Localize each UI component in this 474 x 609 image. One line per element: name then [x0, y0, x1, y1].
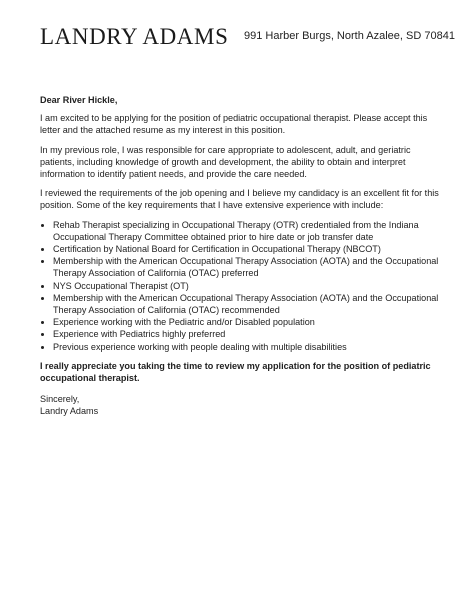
paragraph-previous-role: In my previous role, I was responsible for care appropriate to adolescent, adult, and geriatric patients, including knowledge of growth and development, the ability to obtain and interpret information to identify patient needs, and provide the care needed. [40, 144, 411, 180]
signature-name: Landry Adams [40, 406, 99, 417]
applicant-address: 991 Harber Burgs, North Azalee, SD 70841 [244, 30, 455, 42]
requirements-list [40, 219, 440, 353]
list-item: • Certification by National Board for Certification in Occupational Therapy (NBCOT) [53, 243, 440, 255]
letter-body [40, 94, 440, 418]
list-item: • Experience with Pediatrics highly preferred [53, 328, 440, 340]
signoff: Sincerely, [40, 394, 80, 405]
list-item: • Previous experience working with people dealing with multiple disabilities [53, 341, 440, 353]
paragraph-intro: I am excited to be applying for the position of pediatric occupational therapist. Please accept this letter and the attached resume as my interest in this position. [40, 113, 428, 136]
list-item: • Membership with the American Occupational Therapy Association (AOTA) and the Occupational Therapy Association of California (OTAC) preferred [53, 255, 440, 279]
closing-statement: I really appreciate you taking the time to review my application for the position of pediatric occupational therapist. [40, 360, 431, 384]
list-item: • Experience working with the Pediatric and/or Disabled population [53, 316, 440, 328]
list-item: • Membership with the American Occupational Therapy Association (AOTA) and the Occupational Therapy Association of California (OTAC) recommended [53, 292, 440, 316]
salutation: Dear River Hickle, [40, 95, 118, 105]
list-item: • NYS Occupational Therapist (OT) [53, 280, 440, 292]
applicant-name: LANDRY ADAMS [40, 24, 229, 49]
letter-header [40, 24, 455, 54]
paragraph-requirements-intro: I reviewed the requirements of the job opening and I believe my candidacy is an excellent fit for this position. Some of the key requirements that I have extensive experience with include: [40, 188, 439, 211]
list-item: • Rehab Therapist specializing in Occupational Therapy (OTR) credentialed from the Indiana Occupational Therapy Committee obtained prior to hire date or job transfer date [53, 219, 440, 243]
